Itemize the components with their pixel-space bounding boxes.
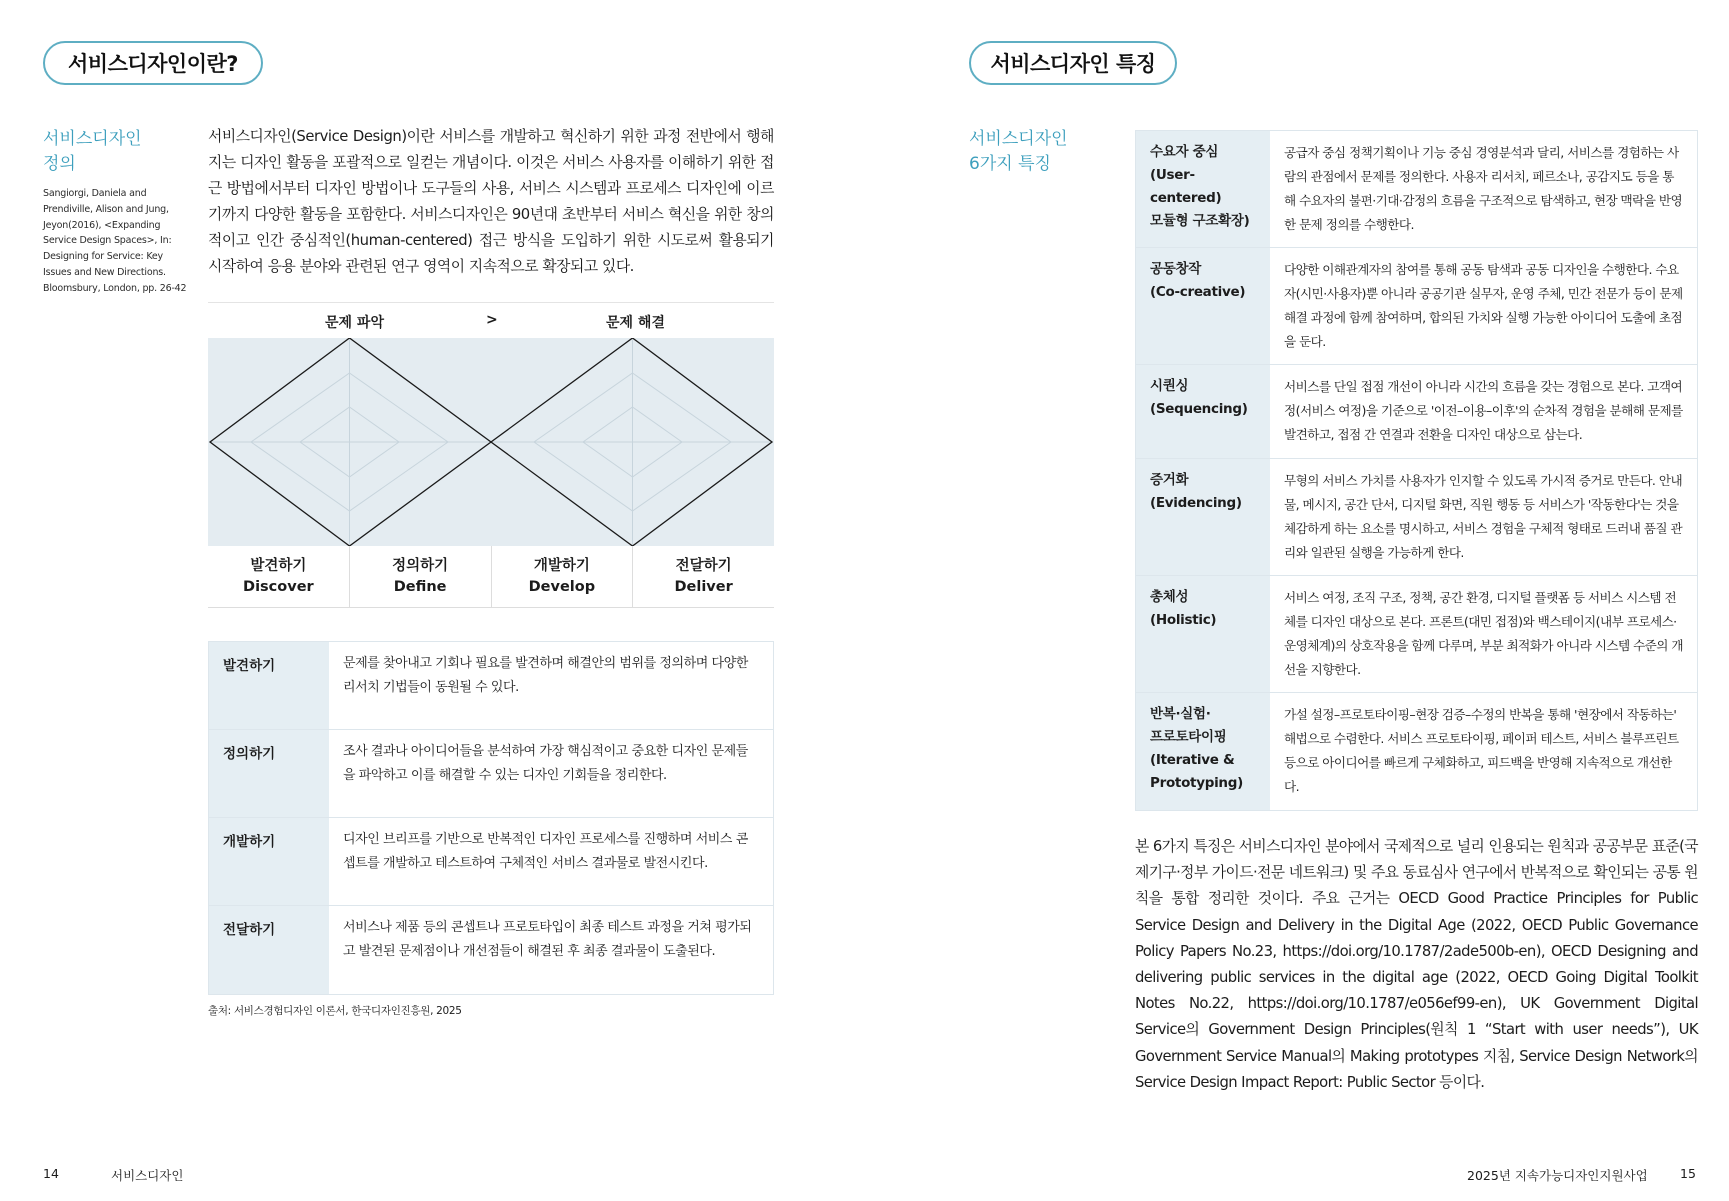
footer-label-right: 2025년 지속가능디자인지원사업 bbox=[1467, 1168, 1648, 1183]
table-row bbox=[1136, 365, 1697, 459]
stage-discover-ko: 발견하기 bbox=[250, 557, 307, 574]
phase-table bbox=[208, 641, 774, 995]
stage-deliver bbox=[633, 546, 774, 607]
table-row bbox=[209, 818, 773, 906]
table-row bbox=[209, 642, 773, 730]
feature-key bbox=[1136, 693, 1270, 810]
side-label-line2: 6가지 특징 bbox=[969, 154, 1051, 174]
feature-desc: 공급자 중심 정책기획이나 기능 중심 경영분석과 달리, 서비스를 경험하는 사람의 관점에서 문제를 정의한다. 사용자 리서치, 페르소나, 공감지도 등을 통해 수요자의 불편·기대·감정의 흐름을 구조적으로 탐색하고, 현장 맥락을 반영한 문제 정의를 수행한다. bbox=[1284, 145, 1683, 232]
diagram-header bbox=[208, 302, 774, 338]
phase-desc: 디자인 브리프를 기반으로 반복적인 디자인 프로세스를 진행하며 서비스 콘셉트를 개발하고 테스트하여 구체적인 서비스 결과물로 발전시킨다. bbox=[343, 832, 748, 871]
phase-key: 정의하기 bbox=[209, 730, 329, 817]
stage-define bbox=[350, 546, 492, 607]
diagram-stage-labels bbox=[208, 546, 774, 608]
features-table bbox=[1135, 130, 1698, 811]
stage-deliver-en: Deliver bbox=[674, 578, 733, 595]
feature-desc: 무형의 서비스 가치를 사용자가 인지할 수 있도록 가시적 증거로 만든다. 안내물, 메시지, 공간 단서, 디지털 화면, 직원 행동 등 서비스가 '작동한다'는 것을 체감하게 하는 요소를 명시하고, 서비스 경험을 구체적 형태로 드러내 품질 관리와 일관된 실행을 가능하게 한다. bbox=[1284, 473, 1683, 560]
feature-desc: 다양한 이해관계자의 참여를 통해 공동 탐색과 공동 디자인을 수행한다. 수요자(시민·사용자)뿐 아니라 공공기관 실무자, 운영 주체, 민간 전문가 등이 문제 해결 과정에 함께 참여하며, 합의된 가치와 실행 가능한 아이디어 도출에 초점을 둔다. bbox=[1284, 262, 1683, 349]
table-row bbox=[1136, 131, 1697, 248]
side-label-line1: 서비스디자인 bbox=[969, 129, 1068, 149]
stage-deliver-ko: 전달하기 bbox=[675, 557, 732, 574]
double-diamond-graphic bbox=[208, 338, 774, 546]
table-row bbox=[1136, 459, 1697, 576]
summary-paragraph: 본 6가지 특징은 서비스디자인 분야에서 국제적으로 널리 인용되는 원칙과 공공부문 표준(국제기구·정부 가이드·전문 네트워크) 및 주요 동료심사 연구에서 반복적으로 확인되는 공통 원칙을 통합 정리한 것이다. 주요 근거는 OECD Good Practice Principles for Public Service Design and Delivery in the Digital Age (2022, OECD Public Governance Policy Papers No.23, https://doi.org/10.1787/2ade500b-en), OECD Designing and delivering public services in the digital age (2022, OECD Going Digital Toolkit Notes No.22, https://doi.org/10.1787/e056ef99-en), UK Government Digital Service의 Government Design Principles(원칙 1 “Start with user needs”), UK Government Service Manual의 Making prototypes 지침, Service Design Network의 Service Design Impact Report: Public Sector 등이다. bbox=[1135, 838, 1698, 1091]
phase-desc: 서비스나 제품 등의 콘셉트나 프로토타입이 최종 테스트 과정을 거쳐 평가되고 발견된 문제점이나 개선점들이 해결된 후 최종 결과물이 도출된다. bbox=[343, 920, 752, 959]
page-title-right: 서비스디자인 특징 bbox=[969, 41, 1177, 85]
phase-key: 개발하기 bbox=[209, 818, 329, 905]
feature-key-line: (Sequencing) bbox=[1150, 401, 1248, 417]
feature-key-line: 프로토타이핑 bbox=[1150, 729, 1227, 745]
feature-key-line: (Evidencing) bbox=[1150, 495, 1242, 511]
table-row bbox=[1136, 693, 1697, 810]
feature-key-line: (Holistic) bbox=[1150, 612, 1217, 628]
source-caption: 출처: 서비스경험디자인 이론서, 한국디자인진흥원, 2025 bbox=[208, 1005, 462, 1017]
stage-define-ko: 정의하기 bbox=[392, 557, 449, 574]
definition-side-label bbox=[43, 127, 142, 177]
feature-key-line: 모듈형 구조확장) bbox=[1150, 213, 1250, 229]
feature-desc: 서비스를 단일 접점 개선이 아니라 시간의 흐름을 갖는 경험으로 본다. 고객여정(서비스 여정)을 기준으로 '이전–이용–이후'의 순차적 경험을 분해해 문제를 발견하고, 접점 간 연결과 전환을 디자인 대상으로 삼는다. bbox=[1284, 379, 1683, 442]
feature-key-line: (Co-creative) bbox=[1150, 284, 1246, 300]
feature-key-line: (Iterative & bbox=[1150, 752, 1235, 768]
page-number-right: 15 bbox=[1680, 1166, 1696, 1181]
feature-key bbox=[1136, 131, 1270, 247]
phase-key: 전달하기 bbox=[209, 906, 329, 994]
phase-key: 발견하기 bbox=[209, 642, 329, 729]
feature-desc: 서비스 여정, 조직 구조, 정책, 공간 환경, 디지털 플랫폼 등 서비스 시스템 전체를 디자인 대상으로 본다. 프론트(대민 접점)와 백스테이지(내부 프로세스·운영체계)의 상호작용을 함께 다루며, 부분 최적화가 아니라 시스템 수준의 개선을 지향한다. bbox=[1284, 590, 1683, 677]
feature-key-line: 시퀀싱 bbox=[1150, 378, 1189, 394]
footer-label-left: 서비스디자인 bbox=[111, 1168, 184, 1183]
feature-key bbox=[1136, 248, 1270, 364]
feature-key-line: 총체성 bbox=[1150, 589, 1189, 605]
stage-develop-en: Develop bbox=[528, 578, 596, 595]
page-title-left: 서비스디자인이란? bbox=[43, 41, 263, 85]
phase-desc: 조사 결과나 아이디어들을 분석하여 가장 핵심적이고 중요한 디자인 문제들을 파악하고 이를 해결할 수 있는 디자인 기회들을 정리한다. bbox=[343, 744, 748, 783]
reference-note: Sangiorgi, Daniela and Prendiville, Alison and Jung, Jeyon(2016), <Expanding Service Design Spaces>, In: Designing for Service: Key Issues and New Directions. Bloomsbury, London, pp. 26-42 bbox=[43, 188, 187, 294]
feature-key bbox=[1136, 576, 1270, 692]
feature-key-line: 증거화 bbox=[1150, 472, 1189, 488]
page-number-left: 14 bbox=[43, 1166, 59, 1181]
diagram-solution-label: 문제 해결 bbox=[606, 315, 665, 331]
feature-key-line: (User-centered) bbox=[1150, 167, 1222, 206]
feature-key-line: 공동창작 bbox=[1150, 261, 1201, 277]
stage-define-en: Define bbox=[393, 578, 447, 595]
stage-develop-ko: 개발하기 bbox=[533, 557, 590, 574]
side-label-line1: 서비스디자인 bbox=[43, 129, 142, 149]
feature-key-line: 수요자 중심 bbox=[1150, 144, 1219, 160]
stage-develop bbox=[492, 546, 634, 607]
feature-key-line: Prototyping) bbox=[1150, 775, 1243, 791]
stage-discover bbox=[208, 546, 350, 607]
phase-desc: 문제를 찾아내고 기회나 필요를 발견하며 해결안의 범위를 정의하며 다양한 리서치 기법들이 동원될 수 있다. bbox=[343, 656, 748, 695]
feature-key-line: 반복·실험· bbox=[1150, 706, 1211, 722]
feature-key bbox=[1136, 459, 1270, 575]
table-row bbox=[209, 906, 773, 994]
diagram-problem-label: 문제 파악 bbox=[325, 315, 384, 331]
double-diamond-diagram bbox=[208, 302, 774, 608]
side-label-line2: 정의 bbox=[43, 154, 76, 174]
table-row bbox=[209, 730, 773, 818]
feature-desc: 가설 설정–프로토타이핑–현장 검증–수정의 반복을 통해 '현장에서 작동하는' 해법으로 수렴한다. 서비스 프로토타이핑, 페이퍼 테스트, 서비스 블루프린트 등으로 아이디어를 빠르게 구체화하고, 피드백을 반영해 지속적으로 개선한다. bbox=[1284, 707, 1679, 794]
table-row bbox=[1136, 248, 1697, 365]
diagram-arrow: > bbox=[486, 312, 498, 328]
intro-paragraph: 서비스디자인(Service Design)이란 서비스를 개발하고 혁신하기 위한 과정 전반에서 행해지는 디자인 활동을 포괄적으로 일컫는 개념이다. 이것은 서비스 사용자를 이해하기 위한 접근 방법에서부터 디자인 방법이나 도구들의 사용, 서비스 시스템과 프로세스 디자인에 이르기까지 다양한 활동을 포함한다. 서비스디자인은 90년대 초반부터 서비스 혁신을 위한 창의적이고 인간 중심적인(human-centered) 접근 방식을 도입하기 위한 시도로써 활용되기 시작하여 응용 분야와 관련된 연구 영역이 지속적으로 확장되고 있다. bbox=[208, 128, 774, 275]
feature-key bbox=[1136, 365, 1270, 458]
table-row bbox=[1136, 576, 1697, 693]
stage-discover-en: Discover bbox=[243, 578, 314, 595]
features-side-label bbox=[969, 127, 1068, 177]
